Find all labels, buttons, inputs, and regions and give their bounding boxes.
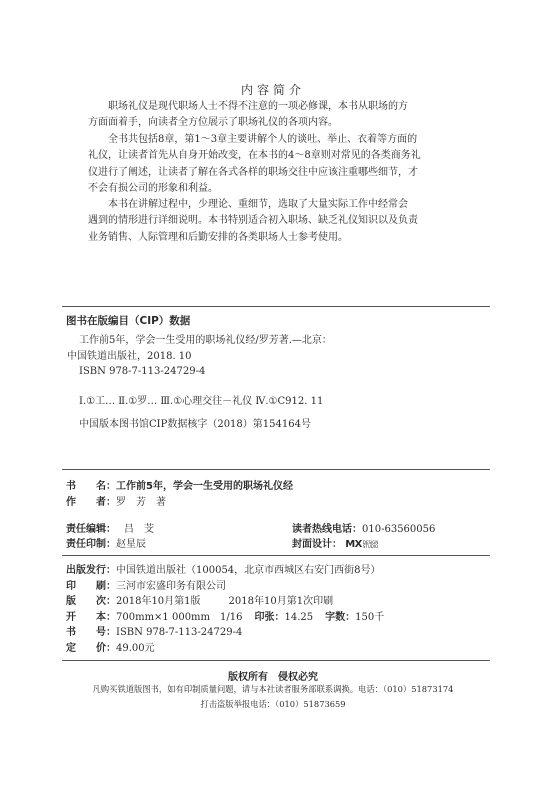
cip-line: ISBN 978-7-113-24729-4 <box>79 366 206 377</box>
printer-value: 赵星辰 <box>116 539 146 550</box>
summary-line: 不会有损公司的形象和利益。 <box>88 182 218 194</box>
print-row: 印 刷：三河市宏盛印务有限公司 <box>66 580 226 592</box>
summary-line: 本书在讲解过程中，少理论、重细节，选取了大量实际工作中经常会 <box>108 199 408 210</box>
author-value: 罗 芳 著 <box>116 497 166 508</box>
summary-paragraph-1 <box>88 99 408 132</box>
antipiracy-report: 打击盗版举报电话：（010）51873659 <box>200 699 346 709</box>
cip-line: 工作前5年，学会一生受用的职场礼仪经/罗芳著.—北京： <box>79 335 332 346</box>
isbn-value: ISBN 978-7-113-24729-4 <box>116 627 243 639</box>
isbn-row: 书 号：ISBN 978-7-113-24729-4 <box>66 627 243 639</box>
edition-value: 2018年10月第1版 <box>116 596 201 608</box>
copyright-title: 版权所有 侵权必究 <box>228 672 318 683</box>
cip-heading: 图书在版编目（CIP）数据 <box>66 315 191 327</box>
price-row: 定 价：49.00元 <box>66 642 155 654</box>
summary-line: 遇到的情形进行详细说明。本书特别适合初入职场、缺乏礼仪知识以及负责 <box>88 215 418 227</box>
format-value: 700mm×1 000mm 1/16 <box>116 611 243 623</box>
publisher-value: 中国铁道出版社（100054，北京市西城区右安门西街8号） <box>116 565 381 576</box>
editor-label: 责任编辑： <box>66 524 116 535</box>
summary-title: 内容简介 <box>240 83 305 97</box>
author-row <box>66 493 166 508</box>
summary-line: 全书共包括8章，第1～3章主要讲解个人的谈吐、举止、衣着等方面的 <box>108 134 418 145</box>
summary-line: 业务销售、人际管理和后勤安排的各类职场人士参考使用。 <box>88 231 348 243</box>
format-row: 开 本：700mm×1 000mm 1/16 印张：14.25 字数：150千 <box>66 611 385 623</box>
summary-line: 职场礼仪是现代职场人士不得不注意的一项必修课，本书从职场的方 <box>108 101 408 112</box>
mx-design-studio-logo: MX DESIGN STUDIO <box>345 539 379 550</box>
impression-value: 2018年10月第1次印刷 <box>228 596 334 608</box>
divider-middle <box>62 469 490 470</box>
summary-paragraph-2 <box>88 132 421 197</box>
hotline-row <box>292 520 435 535</box>
hotline-label: 读者热线电话： <box>292 524 362 535</box>
printer-row <box>66 535 146 550</box>
divider-lower <box>62 555 490 556</box>
publish-info <box>66 563 384 657</box>
editor-value: 吕 芠 <box>124 524 154 535</box>
price-value: 49.00元 <box>116 642 155 654</box>
book-title-row <box>66 477 293 492</box>
copyright-notice: 凡购买铁道版图书，如有印制质量问题，请与本社读者服务部联系调换。电话：（010）51873174 <box>92 684 454 694</box>
print-value: 三河市宏盛印务有限公司 <box>116 580 226 592</box>
cip-classification: Ⅰ.①工… Ⅱ.①罗… Ⅲ.①心理交往－礼仪 Ⅳ.①C912. 11 <box>79 396 324 407</box>
cip-record <box>67 333 332 380</box>
author-label: 作 者： <box>66 497 116 508</box>
summary-line: 仪进行了阐述，让读者了解在各式各样的职场交往中应该注重哪些细节，才 <box>88 166 418 178</box>
publisher-row: 出版发行：中国铁道出版社（100054，北京市西城区右安门西街8号） <box>66 565 381 576</box>
book-title-value: 工作前5年，学会一生受用的职场礼仪经 <box>116 481 293 492</box>
sheets-value: 14.25 <box>284 611 314 623</box>
summary-line: 方面面着手，向读者全方位展示了职场礼仪的各项内容。 <box>88 117 338 129</box>
design-row <box>292 535 378 550</box>
words-value: 150千 <box>355 611 385 623</box>
editor-row <box>66 520 154 535</box>
cip-verify-number: 中国版本图书馆CIP数据核字（2018）第154164号 <box>79 419 311 430</box>
divider-bottom <box>62 660 490 661</box>
cip-line: 中国铁道出版社，2018. 10 <box>67 350 192 362</box>
hotline-value: 010-63560056 <box>362 524 436 535</box>
printer-label: 责任印制： <box>66 539 116 550</box>
book-title-label: 书 名： <box>66 481 116 492</box>
summary-paragraph-3 <box>88 197 418 246</box>
design-label: 封面设计： <box>292 539 342 550</box>
summary-line: 礼仪，让读者首先从自身开始改变，在本书的4～8章则对常见的各类商务礼 <box>88 150 421 162</box>
edition-row: 版 次：2018年10月第1版 2018年10月第1次印刷 <box>66 596 334 608</box>
divider-top <box>62 306 490 307</box>
